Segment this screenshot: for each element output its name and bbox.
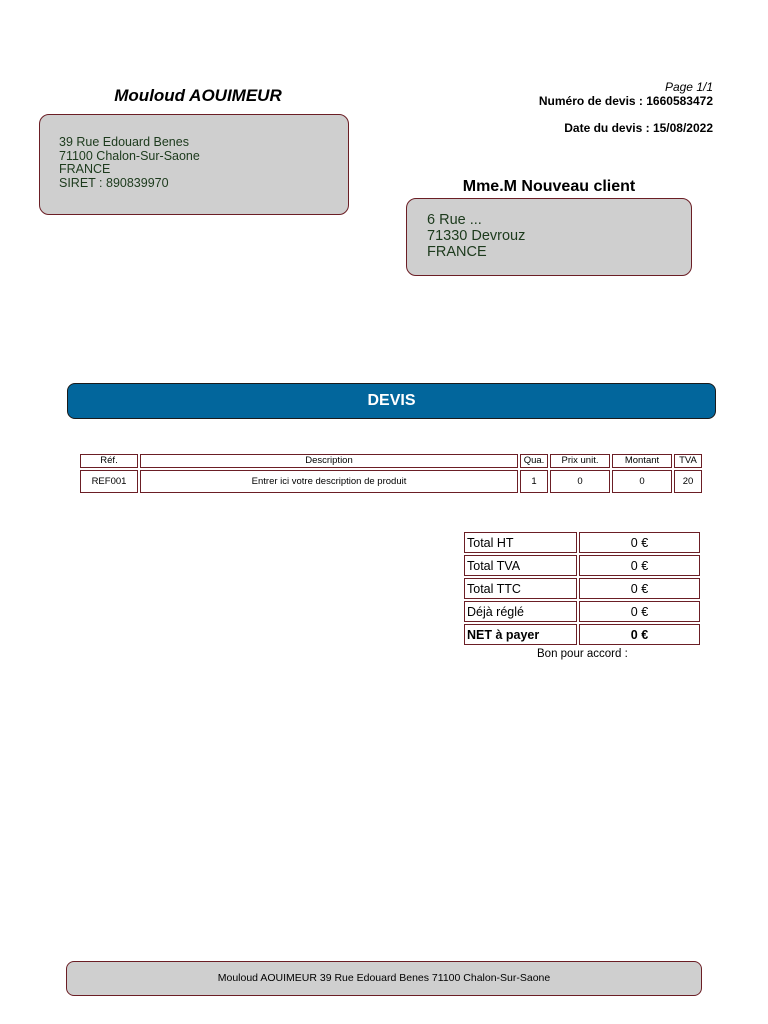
header-quantity: Qua.: [520, 454, 548, 468]
cell-unit-price: 0: [550, 470, 610, 493]
header-unit-price: Prix unit.: [550, 454, 610, 468]
net-to-pay-label: NET à payer: [464, 624, 577, 645]
client-name: Mme.M Nouveau client: [462, 178, 636, 195]
document-title-banner: DEVIS: [67, 383, 716, 419]
footer-bar: Mouloud AOUIMEUR 39 Rue Edouard Benes 71100 Chalon-Sur-Saone: [66, 961, 702, 996]
total-ttc-value: 0 €: [579, 578, 700, 599]
total-tva-value: 0 €: [579, 555, 700, 576]
totals-table: [462, 530, 702, 647]
totals-row: [464, 532, 700, 553]
header-amount: Montant: [612, 454, 672, 468]
total-ht-label: Total HT: [464, 532, 577, 553]
already-paid-label: Déjà réglé: [464, 601, 577, 622]
page-number: Page 1/1: [664, 80, 713, 94]
totals-row: [464, 601, 700, 622]
totals-row: [464, 578, 700, 599]
table-row: [80, 470, 702, 493]
header-description: Description: [140, 454, 518, 468]
seller-street: 39 Rue Edouard Benes: [59, 135, 189, 149]
quote-number: Numéro de devis : 1660583472: [538, 94, 713, 108]
client-country: FRANCE: [427, 244, 487, 260]
already-paid-value: 0 €: [579, 601, 700, 622]
client-city: 71330 Devrouz: [427, 228, 526, 244]
items-table: [78, 452, 704, 495]
cell-amount: 0: [612, 470, 672, 493]
cell-description: Entrer ici votre description de produit: [140, 470, 518, 493]
header-vat: TVA: [674, 454, 702, 468]
total-tva-label: Total TVA: [464, 555, 577, 576]
net-to-pay-value: 0 €: [579, 624, 700, 645]
seller-siret: SIRET : 890839970: [59, 175, 169, 190]
client-address-box: [406, 198, 692, 276]
seller-address-box: [39, 114, 349, 215]
total-ttc-label: Total TTC: [464, 578, 577, 599]
seller-name: Mouloud AOUIMEUR: [114, 86, 282, 105]
items-header-row: [80, 454, 702, 468]
seller-city: 71100 Chalon-Sur-Saone: [59, 148, 200, 163]
cell-ref: REF001: [80, 470, 138, 493]
header-ref: Réf.: [80, 454, 138, 468]
quote-date: Date du devis : 15/08/2022: [564, 121, 713, 135]
cell-quantity: 1: [520, 470, 548, 493]
seller-country: FRANCE: [59, 162, 111, 176]
totals-row: [464, 555, 700, 576]
approval-label: Bon pour accord :: [537, 648, 628, 660]
totals-row-net: [464, 624, 700, 645]
total-ht-value: 0 €: [579, 532, 700, 553]
client-street: 6 Rue ...: [427, 212, 482, 228]
cell-vat: 20: [674, 470, 702, 493]
